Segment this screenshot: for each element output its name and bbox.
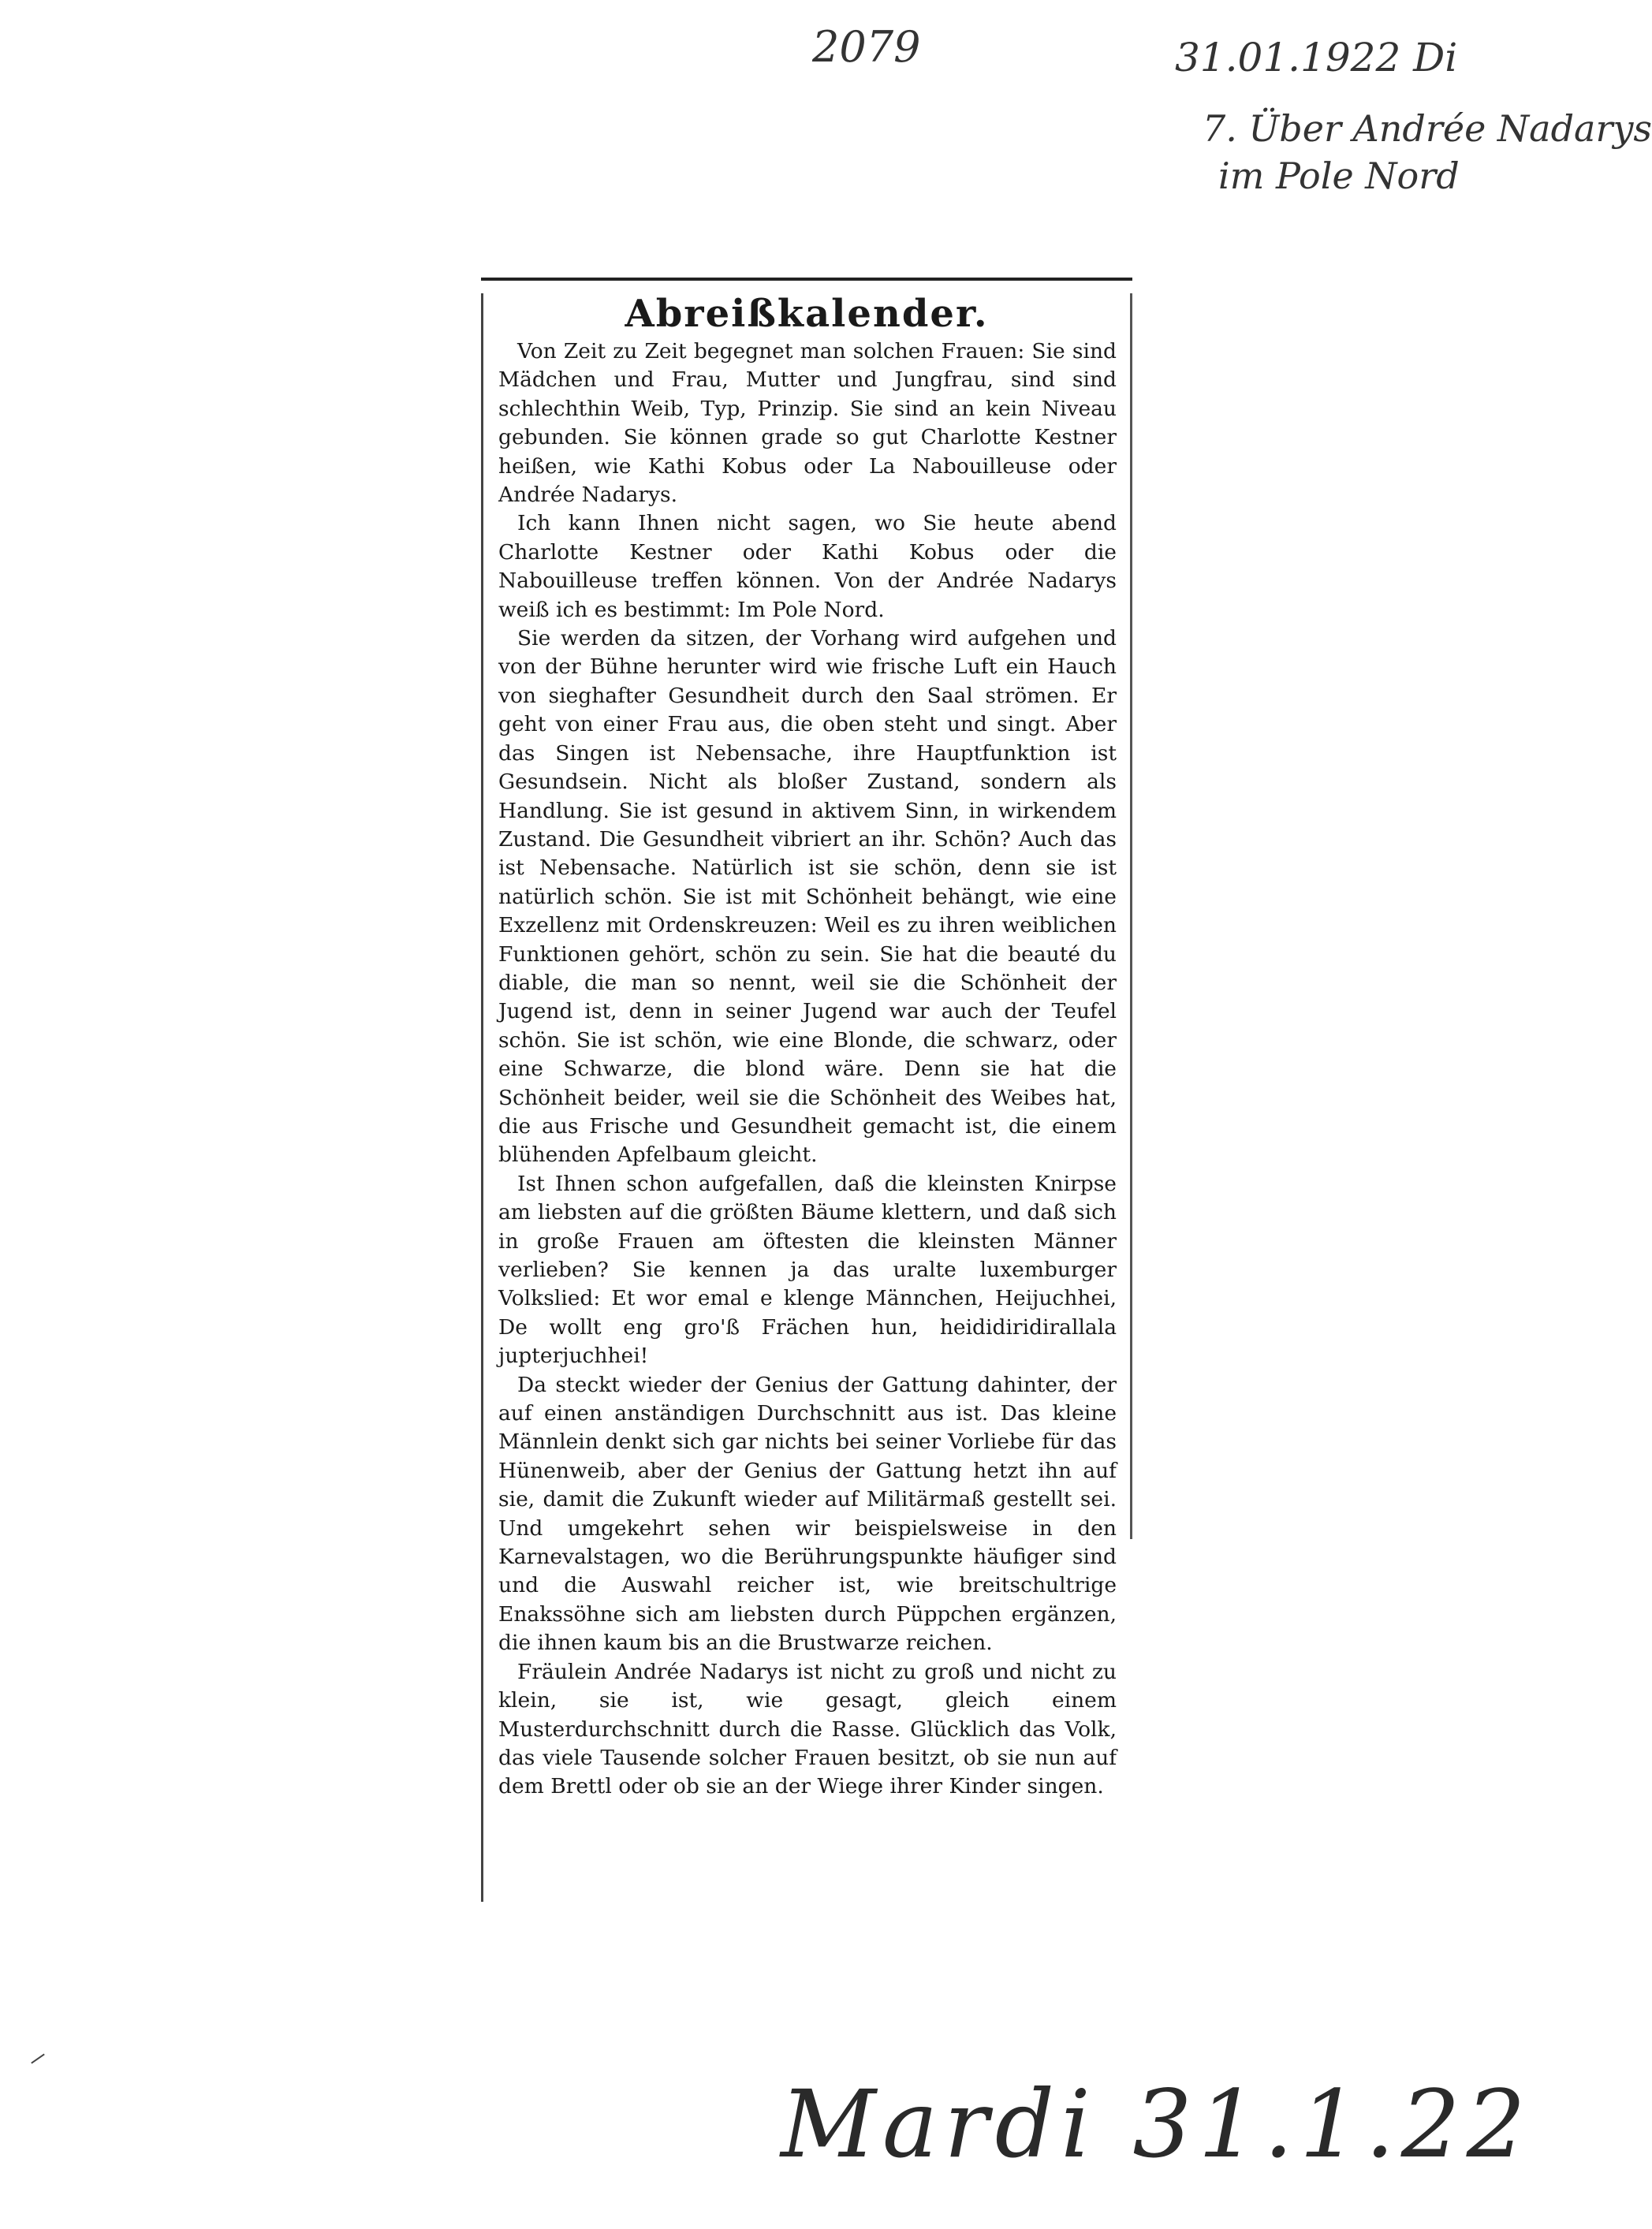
- handwritten-bottom-note: Mardi 31.1.22: [781, 2070, 1532, 2179]
- handwritten-archive-number: 2079: [812, 22, 921, 72]
- article-paragraph: Von Zeit zu Zeit begegnet man solchen Frauen: Sie sind Mädchen und Frau, Mutter und Jungfrau, sind sind schlechthin Weib, Typ, Prinzip. Sie sind an kein Niveau gebunden. Sie können grade so gut Charlotte Kestner heißen, wie Kathi Kobus oder La Nabouilleuse oder Andrée Nadarys.: [498, 339, 1117, 508]
- handwritten-subject-note: 7. Über Andrée Nadarys: [1203, 107, 1652, 150]
- article-paragraph: Ist Ihnen schon aufgefallen, daß die kleinsten Knirpse am liebsten auf die größten Bäume klettern, und daß sich in große Frauen am öftesten die kleinsten Männer verlieben? Sie kennen ja das uralte luxemburger Volkslied: Et wor emal e klenge Männchen, Heijuchhei, De wollt eng gro'ß Frächen hun, heididiridirallala jupterjuchhei!: [498, 1171, 1117, 1369]
- clipping-top-rule: [481, 278, 1132, 281]
- article-paragraph: Sie werden da sitzen, der Vorhang wird aufgehen und von der Bühne herunter wird wie frische Luft ein Hauch von sieghafter Gesundheit durch den Saal strömen. Er geht von einer Frau aus, die oben steht und singt. Aber das Singen ist Nebensache, ihre Hauptfunktion ist Gesundsein. Nicht als bloßer Zustand, sondern als Handlung. Sie ist gesund in aktivem Sinn, in wirkendem Zustand. Die Gesundheit vibriert an ihr. Schön? Auch das ist Nebensache. Natürlich ist sie schön, denn sie ist natürlich schön. Sie ist mit Schönheit behängt, wie eine Exzellenz mit Ordenskreuzen: Weil es zu ihren weiblichen Funktionen gehört, schön zu sein. Sie hat die beauté du diable, die man so nennt, weil sie die Schönheit der Jugend ist, denn in seiner Jugend war auch der Teufel schön. Sie ist schön, wie eine Blonde, die schwarz, oder eine Schwarze, die blond wäre. Denn sie hat die Schönheit beider, weil sie die Schönheit des Weibes hat, die aus Frische und Gesundheit gemacht ist, die einem blühenden Apfelbaum gleicht.: [498, 626, 1117, 1168]
- article-paragraph: Da steckt wieder der Genius der Gattung dahinter, der auf einen anständigen Durchschnitt aus ist. Das kleine Männlein denkt sich gar nichts bei seiner Vorliebe für das Hünenweib, aber der Genius der Gattung hetzt ihn auf sie, damit die Zukunft wieder auf Militärmaß gestellt sei. Und umgekehrt sehen wir beispielsweise in den Karnevalstagen, wo die Berührungspunkte häufiger sind und die Auswahl reicher ist, wie breitschultrige Enakssöhne sich am liebsten durch Püppchen ergänzen, die ihnen kaum bis an die Brustwarze reichen.: [498, 1372, 1117, 1656]
- article-headline: Abreißkalender.: [625, 292, 989, 336]
- article-body: [498, 337, 1117, 1802]
- article-paragraph: Fräulein Andrée Nadarys ist nicht zu groß und nicht zu klein, sie ist, wie gesagt, gleich einem Musterdurchschnitt durch die Rasse. Glücklich das Volk, das viele Tausende solcher Frauen besitzt, ob sie nun auf dem Brettl oder ob sie an der Wiege ihrer Kinder singen.: [498, 1659, 1117, 1799]
- clipping-left-edge: [481, 293, 483, 1902]
- clipping-right-edge: [1130, 293, 1132, 1539]
- stray-pen-mark: [31, 2053, 45, 2063]
- article-paragraph: Ich kann Ihnen nicht sagen, wo Sie heute abend Charlotte Kestner oder Kathi Kobus oder die Nabouilleuse treffen können. Von der Andrée Nadarys weiß ich es bestimmt: Im Pole Nord.: [498, 511, 1117, 622]
- newspaper-clipping: [481, 278, 1132, 1908]
- handwritten-venue-note: im Pole Nord: [1218, 155, 1460, 197]
- handwritten-date-note: 31.01.1922 Di: [1175, 35, 1458, 80]
